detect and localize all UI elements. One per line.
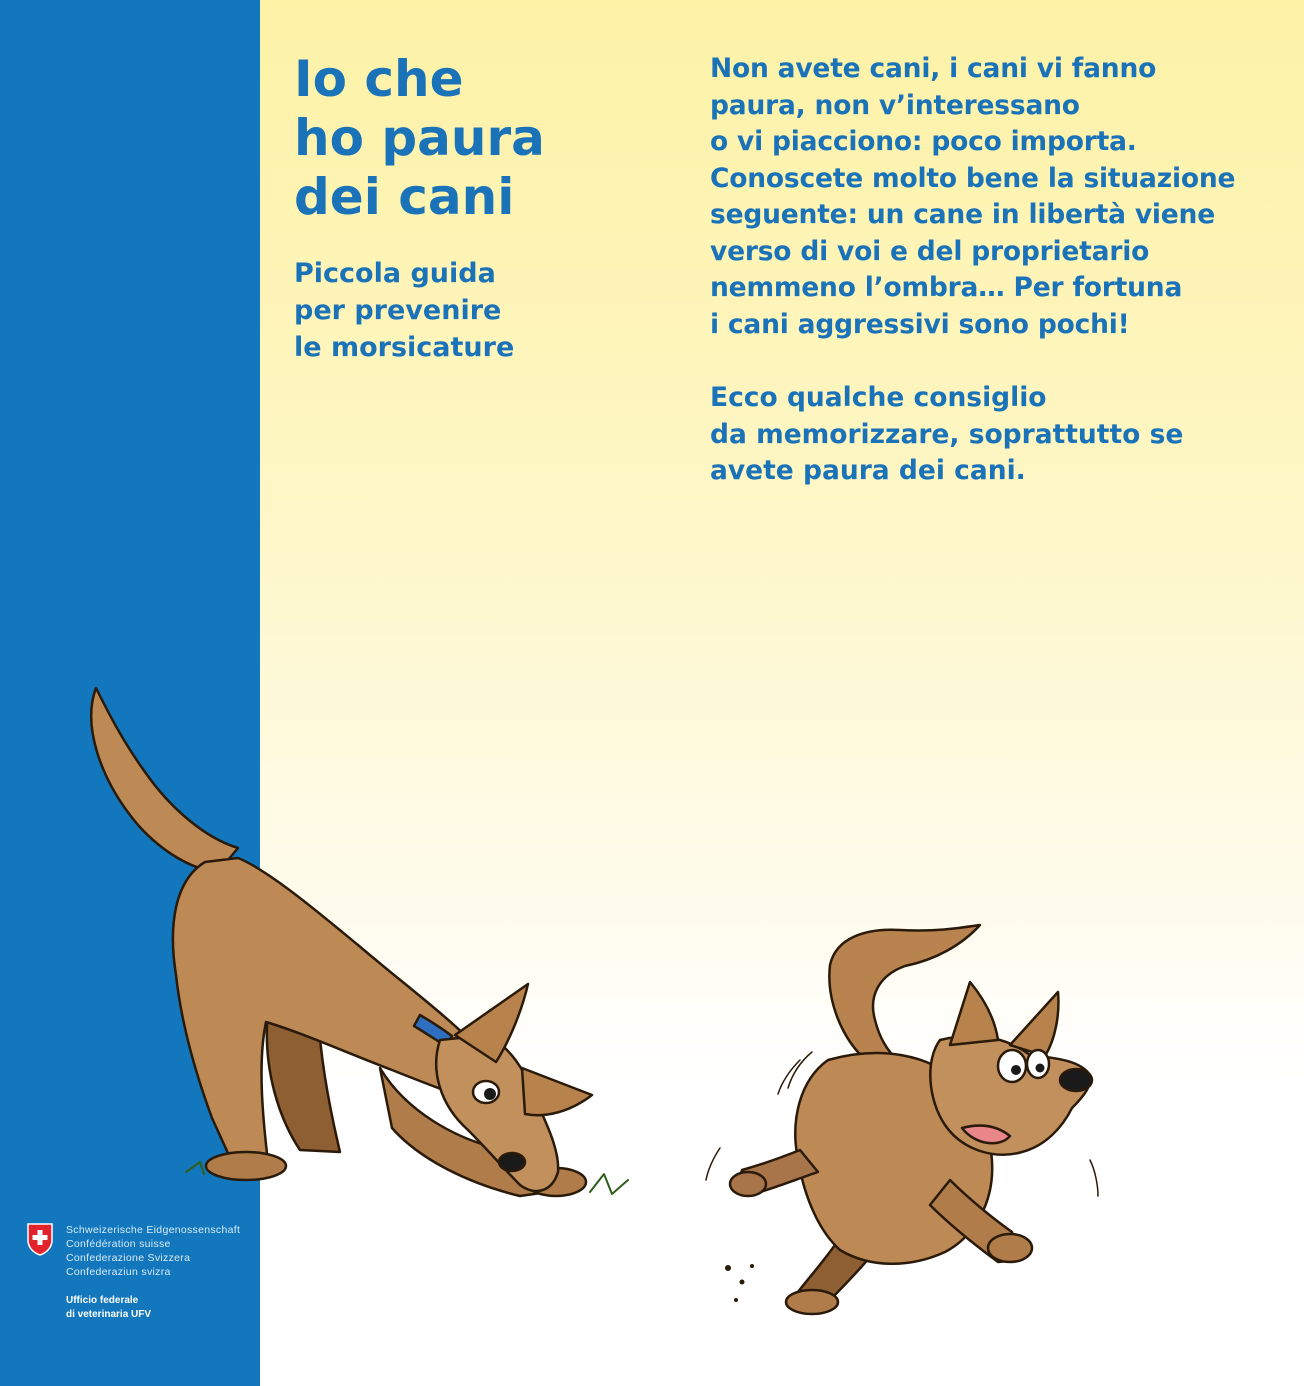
subtitle-line: Piccola guida [294, 258, 496, 289]
subtitle-line: le morsicature [294, 332, 515, 363]
office-line: Ufficio federale [66, 1295, 139, 1306]
federation-name: Confederaziun svizra [66, 1266, 171, 1278]
intro-line: Conoscete molto bene la situazione [710, 162, 1236, 194]
federation-name: Confédération suisse [66, 1238, 171, 1250]
sniffing-dog [91, 688, 628, 1196]
intro-line: nemmeno l’ombra… Per fortuna [710, 272, 1183, 303]
title-line: dei cani [294, 168, 515, 226]
federation-name: Schweizerische Eidgenossenschaft [66, 1224, 241, 1236]
intro-line: i cani aggressivi sono pochi! [710, 308, 1130, 340]
office-line: di veterinaria UFV [66, 1309, 152, 1320]
intro-line: verso di voi e del proprietario [710, 235, 1150, 267]
advice-line: avete paura dei cani. [710, 455, 1026, 486]
federation-name: Confederazione Svizzera [66, 1252, 191, 1264]
advice-line: Ecco qualche consiglio [710, 382, 1047, 413]
trotting-dog [706, 925, 1098, 1314]
swiss-cross-icon [26, 1222, 54, 1256]
intro-line: paura, non v’interessano [710, 89, 1080, 121]
sniffing-dog-tail [91, 688, 238, 872]
title-line: Io che [294, 50, 464, 108]
subtitle-line: per prevenire [294, 295, 502, 326]
intro-line: Non avete cani, i cani vi fanno [710, 53, 1157, 84]
advice-line: da memorizzare, soprattutto se [710, 418, 1184, 450]
office-name [66, 1294, 151, 1322]
intro-line: o vi piacciono: poco importa. [710, 126, 1137, 157]
title-line: ho paura [294, 109, 545, 167]
intro-line: seguente: un cane in libertà viene [710, 199, 1215, 230]
federation-names [66, 1223, 240, 1279]
